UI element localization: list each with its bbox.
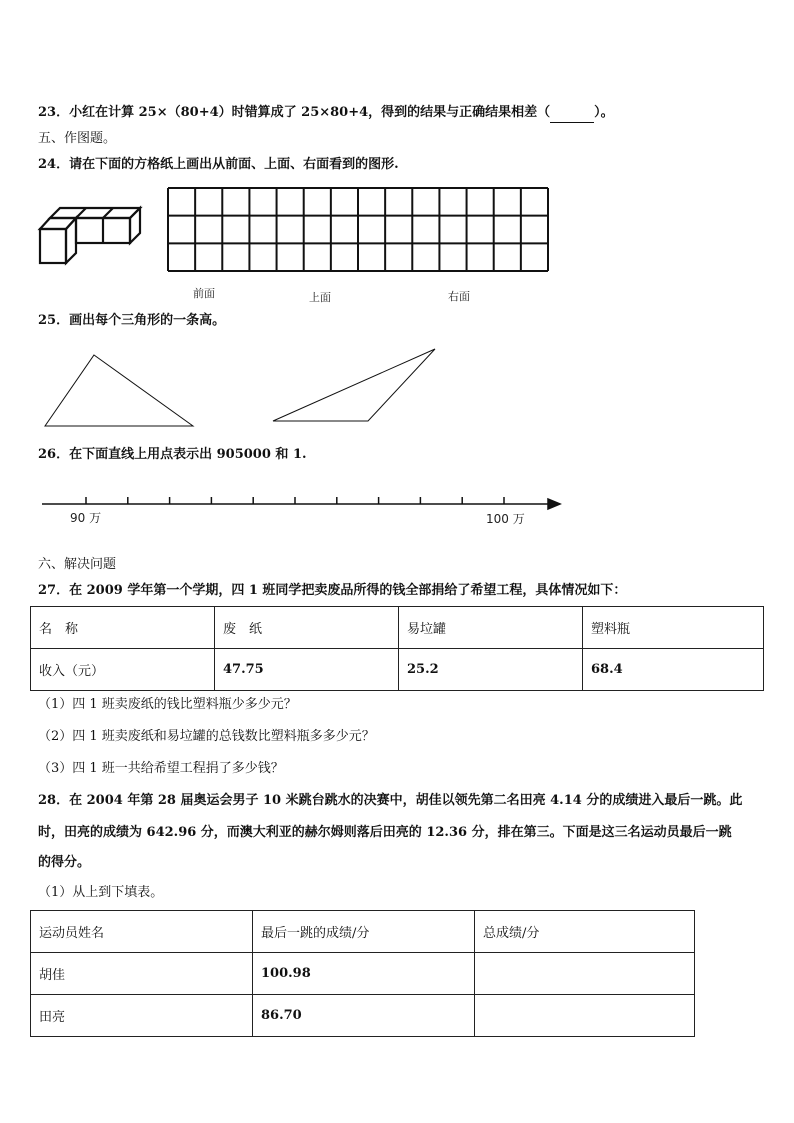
section-5-heading: 五、作图题。	[38, 131, 117, 146]
triangle-1[interactable]	[44, 354, 194, 428]
table-header-cell: 名 称	[31, 607, 215, 649]
table-row	[31, 953, 695, 995]
label-top: 上面	[309, 291, 331, 304]
question-27-part-2: （2）四 1 班卖废纸和易垃罐的总钱数比塑料瓶多多少元？	[38, 729, 375, 744]
donation-table	[30, 606, 764, 691]
table-cell: 25.2	[399, 649, 583, 691]
question-23: 23．小红在计算 25×（80+4）时错算成了 25×80+4，得到的结果与正确结果相差（ ）。	[38, 104, 614, 123]
cube-drawing	[38, 205, 148, 270]
question-25: 25．画出每个三角形的一条高。	[38, 313, 226, 328]
table-row	[31, 995, 695, 1037]
question-26: 26．在下面直线上用点表示出 905000 和 1.	[38, 447, 307, 462]
table-header-row	[31, 911, 695, 953]
table-cell: 收入（元）	[31, 649, 215, 691]
grid-paper	[167, 187, 549, 272]
question-27: 27．在 2009 学年第一个学期，四 1 班同学把卖废品所得的钱全部捐给了希望工程，具体情况如下：	[38, 583, 627, 598]
table-header-cell: 易垃罐	[399, 607, 583, 649]
question-28-line-1: 28．在 2004 年第 28 届奥运会男子 10 米跳台跳水的决赛中，胡佳以领先第二名田亮 4.14 分的成绩进入最后一跳。此	[38, 793, 743, 808]
table-row	[31, 649, 764, 691]
section-6-heading: 六、解决问题	[38, 557, 117, 572]
number-line-end-label: 100 万	[486, 512, 525, 526]
score-table	[30, 910, 695, 1037]
label-front: 前面	[193, 287, 215, 300]
table-header-cell: 总成绩/分	[475, 911, 695, 953]
table-cell: 68.4	[583, 649, 764, 691]
table-cell: 胡佳	[31, 953, 253, 995]
table-header-row	[31, 607, 764, 649]
table-header-cell: 塑料瓶	[583, 607, 764, 649]
table-cell: 田亮	[31, 995, 253, 1037]
question-24: 24．请在下面的方格纸上画出从前面、上面、右面看到的图形.	[38, 157, 399, 172]
number-line[interactable]	[42, 494, 562, 514]
number-line-start-label: 90 万	[70, 511, 102, 525]
table-header-cell: 废 纸	[215, 607, 399, 649]
answer-cell[interactable]	[475, 995, 695, 1037]
answer-blank[interactable]	[550, 104, 594, 123]
answer-cell[interactable]	[475, 953, 695, 995]
question-28-part-1: （1）从上到下填表。	[38, 885, 164, 900]
question-28-line-2: 时，田亮的成绩为 642.96 分，而澳大利亚的赫尔姆则落后田亮的 12.36 分，排在第三。下面是这三名运动员最后一跳	[38, 825, 732, 840]
question-28-line-3: 的得分。	[38, 855, 91, 870]
label-right: 右面	[448, 290, 470, 303]
arrow-icon	[548, 499, 560, 509]
triangle-2[interactable]	[272, 348, 437, 424]
table-header-cell: 最后一跳的成绩/分	[253, 911, 475, 953]
question-27-part-3: （3）四 1 班一共给希望工程捐了多少钱？	[38, 761, 284, 776]
table-cell: 100.98	[253, 953, 475, 995]
question-27-part-1: （1）四 1 班卖废纸的钱比塑料瓶少多少元？	[38, 697, 297, 712]
table-header-cell: 运动员姓名	[31, 911, 253, 953]
table-cell: 47.75	[215, 649, 399, 691]
table-cell: 86.70	[253, 995, 475, 1037]
